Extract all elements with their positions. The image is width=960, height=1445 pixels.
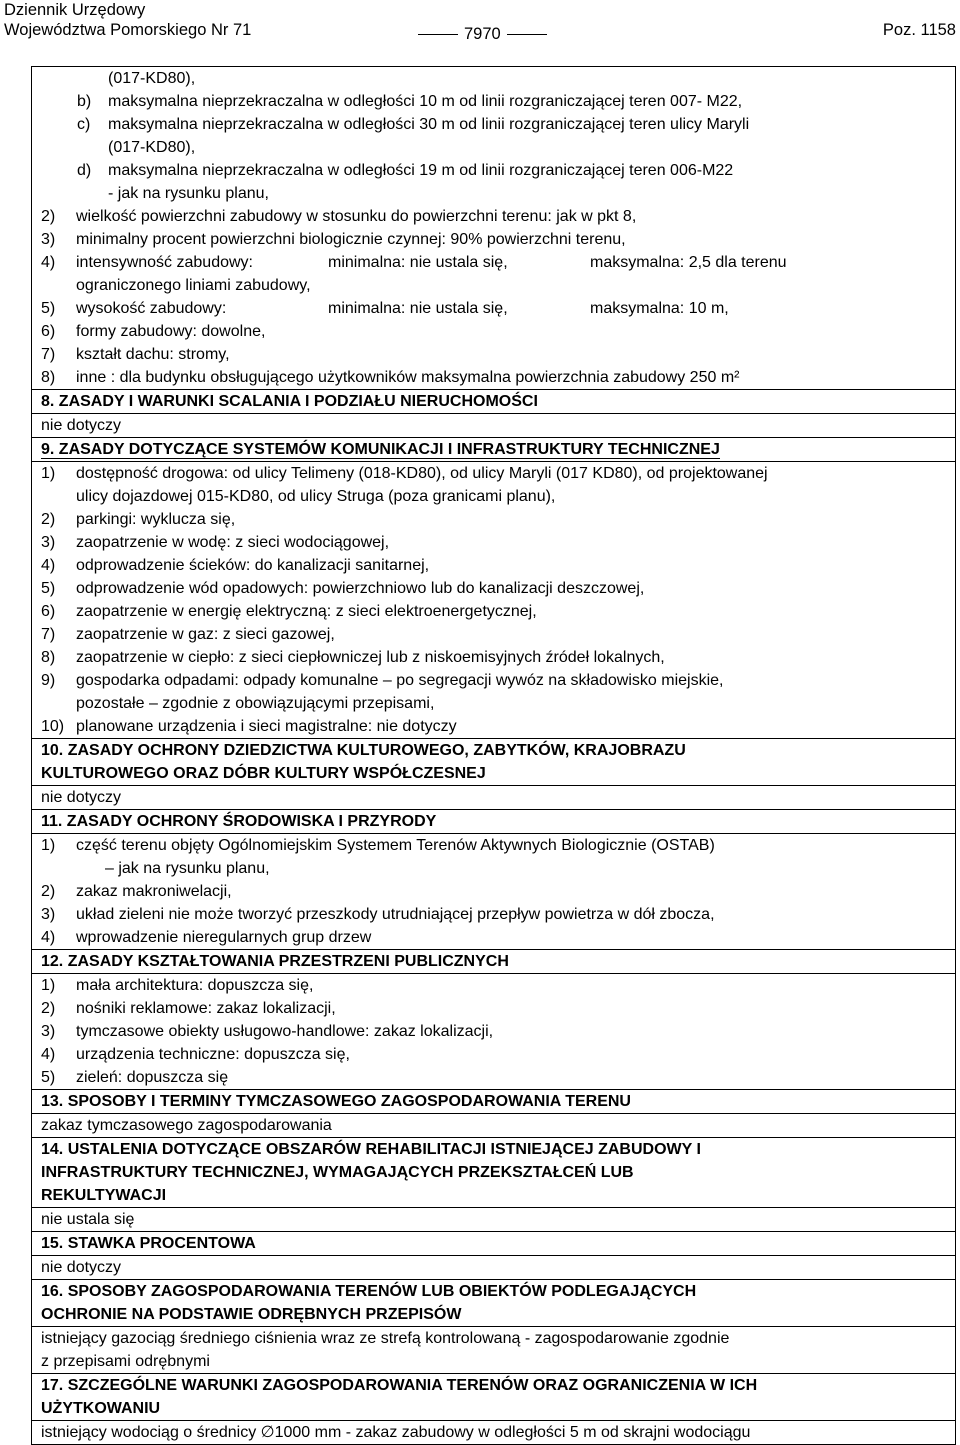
section-15-body: nie dotyczy [41, 1259, 122, 1276]
section-13-body: zakaz tymczasowego zagospodarowania [41, 1117, 332, 1134]
list-item [32, 485, 955, 508]
item-number: 3) [41, 534, 56, 551]
list-item [32, 646, 955, 669]
list-item [32, 997, 955, 1020]
item-text: zieleń: dopuszcza się [76, 1069, 229, 1086]
section-11-items [31, 833, 956, 949]
section-14-title-line2: INFRASTRUKTURY TECHNICZNEJ, WYMAGAJĄCYCH PRZEKSZTAŁCEŃ LUB [41, 1164, 634, 1181]
section-10-title-line2: KULTUROWEGO ORAZ DÓBR KULTURY WSPÓŁCZESNEJ [41, 765, 486, 782]
list-item [32, 205, 955, 228]
section-8-title-row [31, 389, 956, 413]
item-text: gospodarka odpadami: odpady komunalne – po segregacji wywóz na składowisko miejskie, [76, 672, 724, 689]
intensity-max: maksymalna: 2,5 dla terenu [590, 254, 787, 271]
item-text: wielkość powierzchni zabudowy w stosunku do powierzchni terenu: jak w pkt 8, [76, 208, 637, 225]
list-item [32, 692, 955, 715]
item-number: 7) [41, 346, 56, 363]
item-text: maksymalna nieprzekraczalna w odległości 30 m od linii rozgraniczającej teren ulicy Maryli [108, 116, 750, 133]
page-number: 7970 [412, 25, 553, 44]
regulation-table [31, 66, 956, 1445]
item-number: 3) [41, 1023, 56, 1040]
item-text: nośniki reklamowe: zakaz lokalizacji, [76, 1000, 336, 1017]
item-text: odprowadzenie wód opadowych: powierzchniowo lub do kanalizacji deszczowej, [76, 580, 645, 597]
item-text: minimalny procent powierzchni biologicznie czynnej: 90% powierzchni terenu, [76, 231, 626, 248]
position-number: Poz. 1158 [882, 21, 956, 39]
item-text: planowane urządzenia i sieci magistralne: nie dotyczy [76, 718, 457, 735]
item-text: formy zabudowy: dowolne, [76, 323, 266, 340]
section-10-body-row [31, 785, 956, 809]
list-item [32, 834, 955, 857]
section-14-title-row [31, 1137, 956, 1207]
section-10-body: nie dotyczy [41, 789, 122, 806]
list-item [32, 366, 955, 389]
item-text: wprowadzenie nieregularnych grup drzew [76, 929, 372, 946]
item-number: 4) [41, 1046, 56, 1063]
item-text: dostępność drogowa: od ulicy Telimeny (018-KD80), od ulicy Maryli (017 KD80), od projektowanej [76, 465, 768, 482]
detail-line [32, 136, 955, 159]
section-9-items [31, 461, 956, 738]
section-16-body-line2: z przepisami odrębnymi [41, 1353, 210, 1370]
page-header [0, 0, 960, 46]
list-item [32, 462, 955, 485]
list-item [32, 1043, 955, 1066]
list-item [32, 926, 955, 949]
intensity-label: intensywność zabudowy: [76, 254, 253, 271]
item-number: b) [77, 93, 92, 110]
list-item [32, 669, 955, 692]
item-text: - jak na rysunku planu, [108, 185, 269, 202]
item-text: pozostałe – zgodnie z obowiązującymi przepisami, [76, 695, 435, 712]
item-number: 3) [41, 906, 56, 923]
height-row [32, 297, 955, 320]
item-number: 1) [41, 465, 56, 482]
section-11-title: 11. ZASADY OCHRONY ŚRODOWISKA I PRZYRODY [41, 813, 437, 830]
height-label: wysokość zabudowy: [76, 300, 227, 317]
section-16-title-row [31, 1279, 956, 1326]
detail-line [32, 182, 955, 205]
intensity-min: minimalna: nie ustala się, [328, 254, 508, 271]
section-9-title-row [31, 437, 956, 461]
item-number: 6) [41, 603, 56, 620]
list-item [32, 903, 955, 926]
item-text: inne : dla budynku obsługującego użytkowników maksymalna powierzchnia zabudowy 250 m² [76, 369, 740, 386]
item-text: zaopatrzenie w energię elektryczną: z sieci elektroenergetycznej, [76, 603, 537, 620]
section-17-body-row [31, 1420, 956, 1445]
item-number: 4) [41, 254, 56, 271]
section-13-title: 13. SPOSOBY I TERMINY TYMCZASOWEGO ZAGOSPODAROWANIA TERENU [41, 1093, 631, 1110]
item-number: 1) [41, 977, 56, 994]
list-item [32, 531, 955, 554]
section-16-title-line1: 16. SPOSOBY ZAGOSPODAROWANIA TERENÓW LUB OBIEKTÓW PODLEGAJĄCYCH [41, 1283, 697, 1300]
section-12-title: 12. ZASADY KSZTAŁTOWANIA PRZESTRZENI PUBLICZNYCH [41, 953, 509, 970]
item-number: 3) [41, 231, 56, 248]
section-15-title-row [31, 1231, 956, 1255]
item-text: maksymalna nieprzekraczalna w odległości 10 m od linii rozgraniczającej teren 007- M22, [108, 93, 743, 110]
item-text: – jak na rysunku planu, [105, 860, 270, 877]
section-12-items [31, 973, 956, 1089]
item-text: zaopatrzenie w gaz: z sieci gazowej, [76, 626, 335, 643]
section-10-title-row [31, 738, 956, 785]
item-number: c) [77, 116, 91, 133]
section-17-body: istniejący wodociąg o średnicy ∅1000 mm - zakaz zabudowy w odległości 5 m od skrajni wodociągu [41, 1424, 751, 1441]
item-number: 2) [41, 1000, 56, 1017]
detail-line [32, 90, 955, 113]
list-item [32, 600, 955, 623]
section-9-title: 9. ZASADY DOTYCZĄCE SYSTEMÓW KOMUNIKACJI I INFRASTRUKTURY TECHNICZNEJ [41, 441, 720, 458]
item-number: 8) [41, 369, 56, 386]
item-text: maksymalna nieprzekraczalna w odległości 19 m od linii rozgraniczającej teren 006-M22 [108, 162, 734, 179]
detail-line [32, 67, 955, 90]
list-item [32, 1066, 955, 1089]
section-14-title-line3: REKULTYWACJI [41, 1187, 167, 1204]
list-item [32, 1020, 955, 1043]
intensity-row [32, 251, 955, 274]
list-item [32, 880, 955, 903]
item-text: tymczasowe obiekty usługowo-handlowe: zakaz lokalizacji, [76, 1023, 494, 1040]
item-number: 4) [41, 929, 56, 946]
item-number: 5) [41, 580, 56, 597]
item-text: zaopatrzenie w ciepło: z sieci ciepłowniczej lub z niskoemisyjnych źródeł lokalnych, [76, 649, 665, 666]
item-text: parkingi: wyklucza się, [76, 511, 236, 528]
intensity-continuation [32, 274, 955, 297]
item-number: 6) [41, 323, 56, 340]
section-13-title-row [31, 1089, 956, 1113]
section-14-body-row [31, 1207, 956, 1231]
item-text: ograniczonego liniami zabudowy, [76, 277, 311, 294]
list-item [32, 715, 955, 738]
section-15-body-row [31, 1255, 956, 1279]
list-item [32, 228, 955, 251]
section-15-title: 15. STAWKA PROCENTOWA [41, 1235, 256, 1252]
item-text: ulicy dojazdowej 015-KD80, od ulicy Struga (poza granicami planu), [76, 488, 556, 505]
item-text: kształt dachu: stromy, [76, 346, 230, 363]
item-text: urządzenia techniczne: dopuszcza się, [76, 1046, 350, 1063]
list-item [32, 974, 955, 997]
item-number: 7) [41, 626, 56, 643]
list-item [32, 623, 955, 646]
item-number: 9) [41, 672, 56, 689]
item-number: 1) [41, 837, 56, 854]
item-number: 2) [41, 208, 56, 225]
list-item [32, 508, 955, 531]
list-item [32, 343, 955, 366]
item-text: układ zieleni nie może tworzyć przeszkody utrudniającej przepływ powietrza w dół zbocza, [76, 906, 715, 923]
list-item [32, 320, 955, 343]
item-text: zaopatrzenie w wodę: z sieci wodociągowej, [76, 534, 390, 551]
item-text: (017-KD80), [108, 70, 196, 87]
list-item [32, 857, 955, 880]
height-max: maksymalna: 10 m, [590, 300, 729, 317]
height-min: minimalna: nie ustala się, [328, 300, 508, 317]
journal-name: Dziennik Urzędowy [4, 1, 146, 19]
section-8-body: nie dotyczy [41, 417, 122, 434]
item-number: 5) [41, 300, 56, 317]
item-number: d) [77, 162, 92, 179]
item-number: 4) [41, 557, 56, 574]
section-13-body-row [31, 1113, 956, 1137]
section-17-title-line1: 17. SZCZEGÓLNE WARUNKI ZAGOSPODAROWANIA TERENÓW ORAZ OGRANICZENIA W ICH [41, 1377, 758, 1394]
section-17-title-line2: UŻYTKOWANIU [41, 1400, 161, 1417]
section-10-title-line1: 10. ZASADY OCHRONY DZIEDZICTWA KULTUROWEGO, ZABYTKÓW, KRAJOBRAZU [41, 742, 686, 759]
land-use-parameters [31, 66, 956, 389]
item-text: mała architektura: dopuszcza się, [76, 977, 314, 994]
section-16-body-line1: istniejący gazociąg średniego ciśnienia wraz ze strefą kontrolowaną - zagospodarowanie zgodnie [41, 1330, 730, 1347]
section-16-body-row [31, 1326, 956, 1373]
list-item [32, 554, 955, 577]
item-text: odprowadzenie ścieków: do kanalizacji sanitarnej, [76, 557, 430, 574]
section-12-title-row [31, 949, 956, 973]
item-text: zakaz makroniwelacji, [76, 883, 232, 900]
section-14-body: nie ustala się [41, 1211, 135, 1228]
item-number: 8) [41, 649, 56, 666]
detail-line [32, 113, 955, 136]
section-8-body-row [31, 413, 956, 437]
item-text: (017-KD80), [108, 139, 196, 156]
item-text: część terenu objęty Ogólnomiejskim Systemem Terenów Aktywnych Biologicznie (OSTAB) [76, 837, 715, 854]
item-number: 5) [41, 1069, 56, 1086]
journal-issue: Województwa Pomorskiego Nr 71 [4, 21, 252, 39]
section-17-title-row [31, 1373, 956, 1420]
list-item [32, 577, 955, 600]
section-16-title-line2: OCHRONIE NA PODSTAWIE ODRĘBNYCH PRZEPISÓW [41, 1306, 462, 1323]
item-number: 2) [41, 883, 56, 900]
section-8-title: 8. ZASADY I WARUNKI SCALANIA I PODZIAŁU NIERUCHOMOŚCI [41, 393, 538, 410]
section-11-title-row [31, 809, 956, 833]
item-number: 2) [41, 511, 56, 528]
section-14-title-line1: 14. USTALENIA DOTYCZĄCE OBSZARÓW REHABILITACJI ISTNIEJĄCEJ ZABUDOWY I [41, 1141, 701, 1158]
item-number: 10) [41, 718, 65, 735]
detail-line [32, 159, 955, 182]
